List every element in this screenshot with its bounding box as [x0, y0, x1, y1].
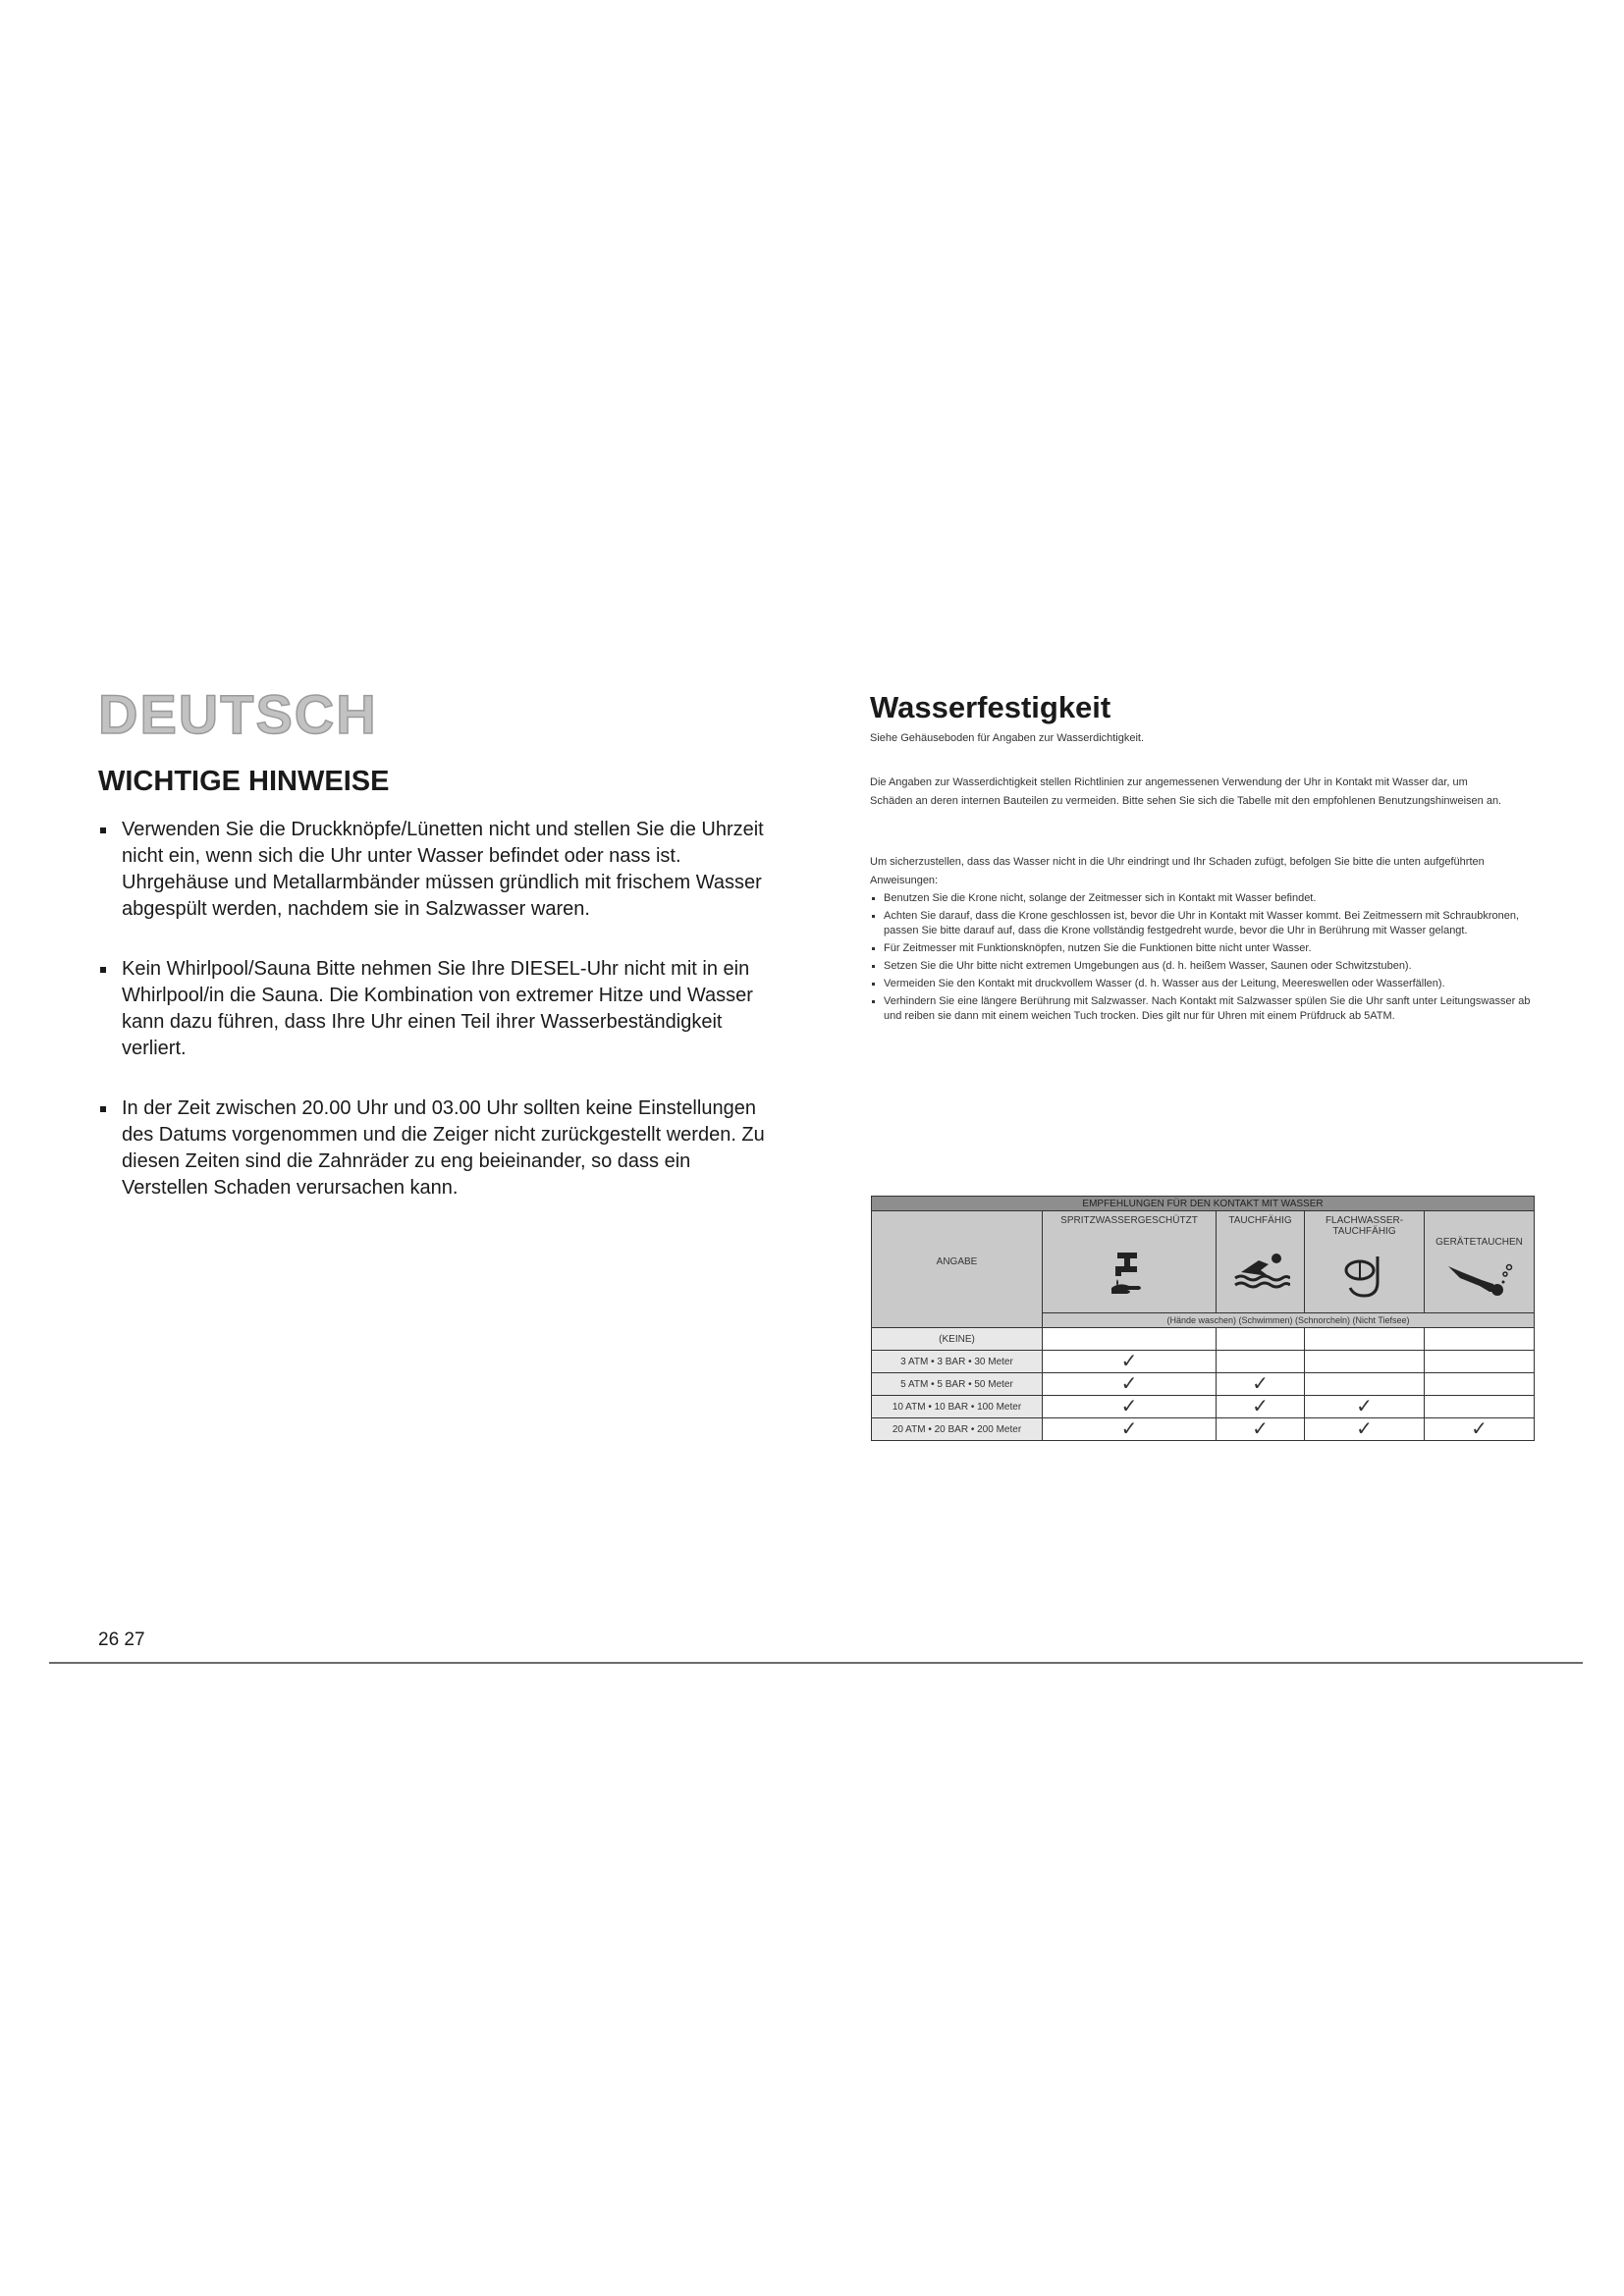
check-cell [1217, 1328, 1305, 1351]
check-cell [1043, 1351, 1217, 1373]
instruction-item: Achten Sie darauf, dass die Krone geschlossen ist, bevor die Uhr in Kontakt mit Wasser kommt. Bei Zeitmessern mit Schraubkronen, passen Sie bitte darauf auf, dass die Krone vollständig festgedreht wurde, bevor die Uhr in Berührung mit Wasser gelangt. [870, 909, 1538, 938]
instruction-item: Vermeiden Sie den Kontakt mit druckvollem Wasser (d. h. Wasser aus der Leitung, Meereswellen oder Wasserfällen). [870, 977, 1538, 991]
column-label: GERÄTETAUCHEN [1435, 1237, 1523, 1248]
note-item: Kein Whirlpool/Sauna Bitte nehmen Sie Ihre DIESEL-Uhr nicht mit in ein Whirlpool/in die Sauna. Die Kombination von extremer Hitze und Wasser kann dazu führen, dass Ihre Uhr einen Teil ihrer Wasserbeständigkeit verliert. [98, 956, 776, 1062]
snorkel-mask-icon [1340, 1255, 1389, 1305]
checkmark-icon: ✓ [1120, 1373, 1138, 1395]
water-resistance-intro: Die Angaben zur Wasserdichtigkeit stellen Richtlinien zur angemessenen Verwendung der Uhr in Kontakt mit Wasser dar, um Schäden an deren internen Bauteilen zu vermeiden. Bitte sehen Sie sich die Tabelle mit den empfohlenen Benutzungshinweisen an. [870, 776, 1502, 807]
check-cell [1043, 1373, 1217, 1396]
check-cell [1305, 1351, 1425, 1373]
check-cell [1217, 1396, 1305, 1418]
column-label: FLACHWASSER-TAUCHFÄHIG [1325, 1215, 1404, 1237]
check-cell [1425, 1328, 1535, 1351]
check-cell [1043, 1328, 1217, 1351]
language-title: DEUTSCH [98, 683, 378, 745]
spec-cell: 5 ATM • 5 BAR • 50 Meter [872, 1373, 1043, 1396]
column-label: SPRITZWASSERGESCHÜTZT [1060, 1215, 1198, 1226]
page-numbers: 26 27 [98, 1629, 145, 1650]
instruction-item: Benutzen Sie die Krone nicht, solange der Zeitmesser sich in Kontakt mit Wasser befindet. [870, 891, 1538, 906]
checkmark-icon: ✓ [1120, 1396, 1138, 1417]
spec-cell: 3 ATM • 3 BAR • 30 Meter [872, 1351, 1043, 1373]
check-cell [1217, 1373, 1305, 1396]
check-cell [1425, 1351, 1535, 1373]
table-title: EMPFEHLUNGEN FÜR DEN KONTAKT MIT WASSER [872, 1197, 1535, 1211]
checkmark-icon: ✓ [1252, 1418, 1269, 1440]
checkmark-icon: ✓ [1356, 1418, 1373, 1440]
column-header-shallow-dive [1305, 1211, 1425, 1313]
check-cell [1305, 1373, 1425, 1396]
row-header-angabe [872, 1211, 1043, 1328]
spec-cell: (KEINE) [872, 1328, 1043, 1351]
check-cell [1217, 1351, 1305, 1373]
checkmark-icon: ✓ [1120, 1351, 1138, 1372]
check-cell [1305, 1328, 1425, 1351]
checkmark-icon: ✓ [1356, 1396, 1373, 1417]
instruction-item: Setzen Sie die Uhr bitte nicht extremen Umgebungen aus (d. h. heißem Wasser, Saunen oder Schwitzstuben). [870, 959, 1538, 974]
checkmark-icon: ✓ [1252, 1396, 1269, 1417]
column-captions: (Hände waschen) (Schwimmen) (Schnorcheln) (Nicht Tiefsee) [1043, 1313, 1535, 1328]
checkmark-icon: ✓ [1471, 1418, 1488, 1440]
note-item: In der Zeit zwischen 20.00 Uhr und 03.00 Uhr sollten keine Einstellungen des Datums vorgenommen und die Zeiger nicht zurückgestellt werden. Zu diesen Zeiten sind die Zahnräder zu eng beieinander, so dass ein Verstellen Schaden verursachen kann. [98, 1095, 776, 1201]
check-cell [1425, 1418, 1535, 1441]
instruction-item: Verhindern Sie eine längere Berührung mit Salzwasser. Nach Kontakt mit Salzwasser spülen Sie die Uhr sanft unter Leitungswasser ab und reiben sie dann mit einem weichen Tuch trocken. Dies gilt nur für Uhren mit einem Prüfdruck ab 5ATM. [870, 994, 1538, 1024]
checkmark-icon: ✓ [1252, 1373, 1269, 1395]
spec-cell: 10 ATM • 10 BAR • 100 Meter [872, 1396, 1043, 1418]
instructions-lead: Um sicherzustellen, dass das Wasser nicht in die Uhr eindringt und Ihr Schaden zufügt, befolgen Sie bitte die unten aufgeführten Anweisungen: [870, 856, 1485, 886]
instructions-list [870, 891, 1538, 1027]
check-cell [1425, 1373, 1535, 1396]
spec-cell: 20 ATM • 20 BAR • 200 Meter [872, 1418, 1043, 1441]
check-cell [1043, 1418, 1217, 1441]
checkmark-icon: ✓ [1120, 1418, 1138, 1440]
check-cell [1217, 1418, 1305, 1441]
important-notes-heading: WICHTIGE HINWEISE [98, 766, 390, 797]
check-cell [1425, 1396, 1535, 1418]
instruction-item: Für Zeitmesser mit Funktionsknöpfen, nutzen Sie die Funktionen bitte nicht unter Wasser. [870, 941, 1538, 956]
bottom-rule [49, 1662, 1583, 1664]
water-resistance-subtitle: Siehe Gehäuseboden für Angaben zur Wasserdichtigkeit. [870, 732, 1145, 744]
column-header-swim [1217, 1211, 1305, 1313]
scuba-diver-icon [1444, 1260, 1515, 1307]
faucet-hand-icon [1106, 1249, 1153, 1299]
column-label: TAUCHFÄHIG [1228, 1215, 1292, 1226]
check-cell [1043, 1396, 1217, 1418]
note-item: Verwenden Sie die Druckknöpfe/Lünetten nicht und stellen Sie die Uhrzeit nicht ein, wenn sich die Uhr unter Wasser befindet oder nass ist. Uhrgehäuse und Metallarmbänder müssen gründlich mit frischem Wasser abgespült werden, nachdem sie in Salzwasser waren. [98, 817, 776, 923]
important-notes-list [98, 817, 776, 1235]
check-cell [1305, 1418, 1425, 1441]
swimmer-icon [1231, 1249, 1290, 1295]
column-header-scuba [1425, 1211, 1535, 1313]
water-resistance-title: Wasserfestigkeit [870, 690, 1111, 724]
water-contact-table [871, 1196, 1535, 1441]
check-cell [1305, 1396, 1425, 1418]
column-header-splash [1043, 1211, 1217, 1313]
row-header-label: ANGABE [936, 1256, 978, 1267]
